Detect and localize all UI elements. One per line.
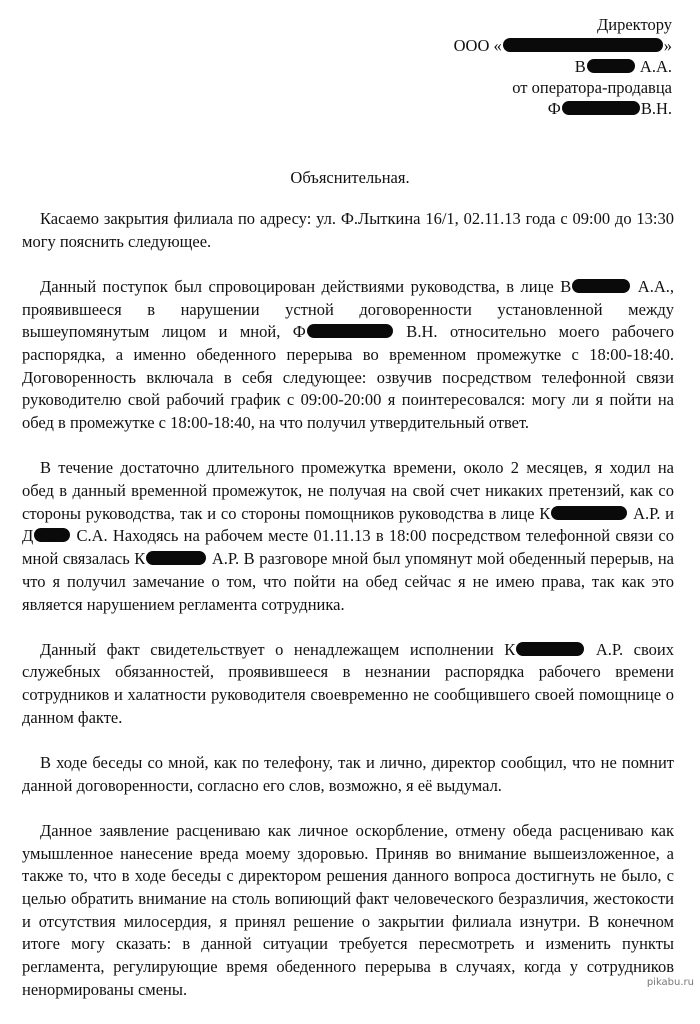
paragraph: Касаемо закрытия филиала по адресу: ул. Ф.Лыткина 16/1, 02.11.13 года с 09:00 до 13:30 могу пояснить следующее. <box>22 209 674 251</box>
document-body <box>22 208 674 1024</box>
redaction-mark <box>587 59 635 73</box>
paragraph: Данный поступок был спровоцирован действиями руководства, в лице В А.А., проявившееся в нарушении устной договоренности установленной между вышеупомянутым лицом и мной, Ф В.Н. относительно моего рабочего распорядка, а именно обеденного перерыва во временном промежутке с 18:00-18:40. Договоренность включала в себя следующее: озвучив посредством телефонной связи руководителю свой рабочий график с 09:00-20:00 я поинтересовался: могу ли я пойти на обед в промежутке с 18:00-18:40, на что получил утвердительный ответ. <box>22 276 674 433</box>
paragraph: В течение достаточно длительного промежутка времени, около 2 месяцев, я ходил на обед в данный временной промежуток, не получая на свой счет никаких претензий, как со стороны руководства, так и со стороны помощников руководства в лице К А.Р. и Д С.А. Находясь на рабочем месте 01.11.13 в 18:00 посредством телефонной связи со мной связалась К А.Р. В разговоре мной был упомянут мой обеденный перерыв, на что я получил замечание о том, что пойти на обед сейчас я не имею права, так как это является нарушением регламента сотрудника. <box>22 458 674 614</box>
addressee-position: Директору <box>597 15 672 34</box>
redaction-mark <box>551 506 627 520</box>
watermark: pikabu.ru <box>646 977 694 988</box>
document-title: Объяснительная. <box>290 168 410 187</box>
redaction-mark <box>146 551 206 565</box>
redaction-mark <box>562 101 640 115</box>
redaction-mark <box>307 324 393 338</box>
addressee-company: ООО « » <box>453 36 672 55</box>
redaction-mark <box>34 528 70 542</box>
redaction-mark <box>516 642 584 656</box>
redaction-mark <box>503 38 663 52</box>
paragraph: В ходе беседы со мной, как по телефону, так и лично, директор сообщил, что не помнит данной договоренности, согласно его слов, возможно, я её выдумал. <box>22 753 674 795</box>
addressee-name: В А.А. <box>574 57 672 76</box>
paragraph: Данный факт свидетельствует о ненадлежащем исполнении К А.Р. своих служебных обязанностей, проявившееся в незнании распорядка рабочего времени сотрудников и халатности руководителя своевременно не сообщившего своей помощнице о данном факте. <box>22 639 674 727</box>
redaction-mark <box>572 279 630 293</box>
sender-name: Ф В.Н. <box>547 99 672 118</box>
sender-position: от оператора-продавца <box>512 78 672 97</box>
paragraph: Данное заявление расцениваю как личное оскорбление, отмену обеда расцениваю как умышленное нанесение вреда моему здоровью. Приняв во внимание вышеизложенное, а также то, что в ходе беседы с директором решения данного вопроса достигнуть не было, с целью обратить внимание на столь вопиющий факт человеческого безразличия, жестокости и отсутствия милосердия, я принял решение о закрытии филиала изнутри. В конечном итоге могу сказать: в данной ситуации требуется пересмотреть и изменить пункты регламента, регулирующие время обеденного перерыва в случаях, когда у сотрудников ненормированы смены. <box>22 820 674 999</box>
addressee-block <box>352 14 672 119</box>
